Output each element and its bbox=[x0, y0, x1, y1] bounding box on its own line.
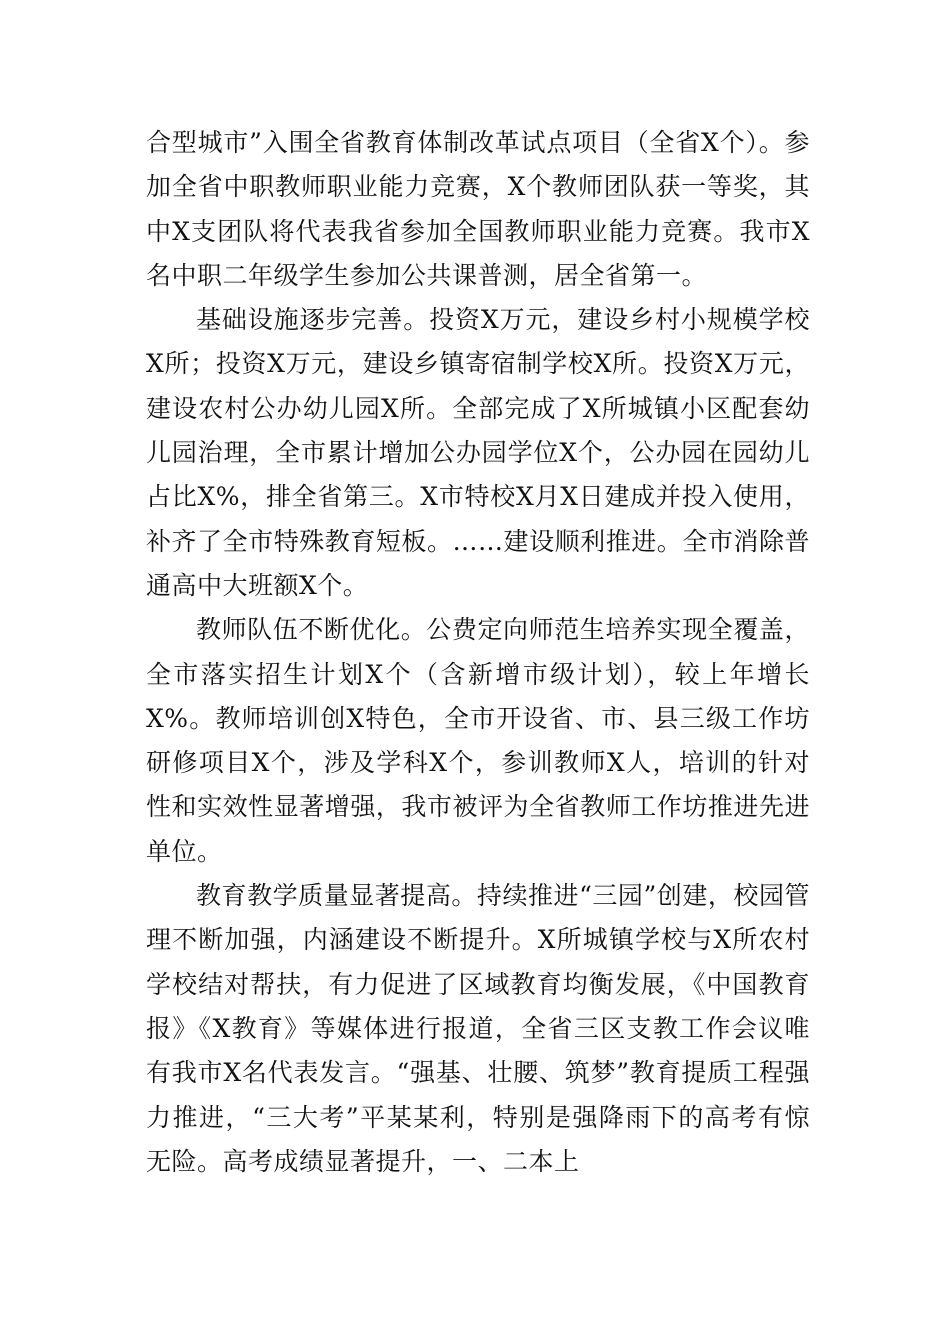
document-body bbox=[146, 121, 810, 1184]
paragraph-continuation: 合型城市”入围全省教育体制改革试点项目（全省X个）。参加全省中职教师职业能力竞赛，X个教师团队获一等奖，其中X支团队将代表我省参加全国教师职业能力竞赛。我市X名中职二年级学生参加公共课普测，居全省第一。 bbox=[146, 128, 810, 290]
paragraph-education-quality: 教育教学质量显著提高。持续推进“三园”创建，校园管理不断加强，内涵建设不断提升。X所城镇学校与X所农村学校结对帮扶，有力促进了区域教育均衡发展，《中国教育报》《X教育》等媒体进行报道，全省三区支教工作会议唯有我市X名代表发言。“强基、壮腰、筑梦”教育提质工程强力推进，“三大考”平某某利，特别是强降雨下的高考有惊无险。高考成绩显著提升，一、二本上 bbox=[146, 881, 810, 1176]
paragraph-infrastructure: 基础设施逐步完善。投资X万元，建设乡村小规模学校X所；投资X万元，建设乡镇寄宿制学校X所。投资X万元，建设农村公办幼儿园X所。全部完成了X所城镇小区配套幼儿园治理，全市累计增加公办园学位X个，公办园在园幼儿占比X%，排全省第三。X市特校X月X日建成并投入使用，补齐了全市特殊教育短板。……建设顺利推进。全市消除普通高中大班额X个。 bbox=[146, 305, 810, 600]
paragraph-teachers: 教师队伍不断优化。公费定向师范生培养实现全覆盖，全市落实招生计划X个（含新增市级计划），较上年增长X%。教师培训创X特色，全市开设省、市、县三级工作坊研修项目X个，涉及学科X个，参训教师X人，培训的针对性和实效性显著增强，我市被评为全省教师工作坊推进先进单位。 bbox=[146, 615, 810, 866]
